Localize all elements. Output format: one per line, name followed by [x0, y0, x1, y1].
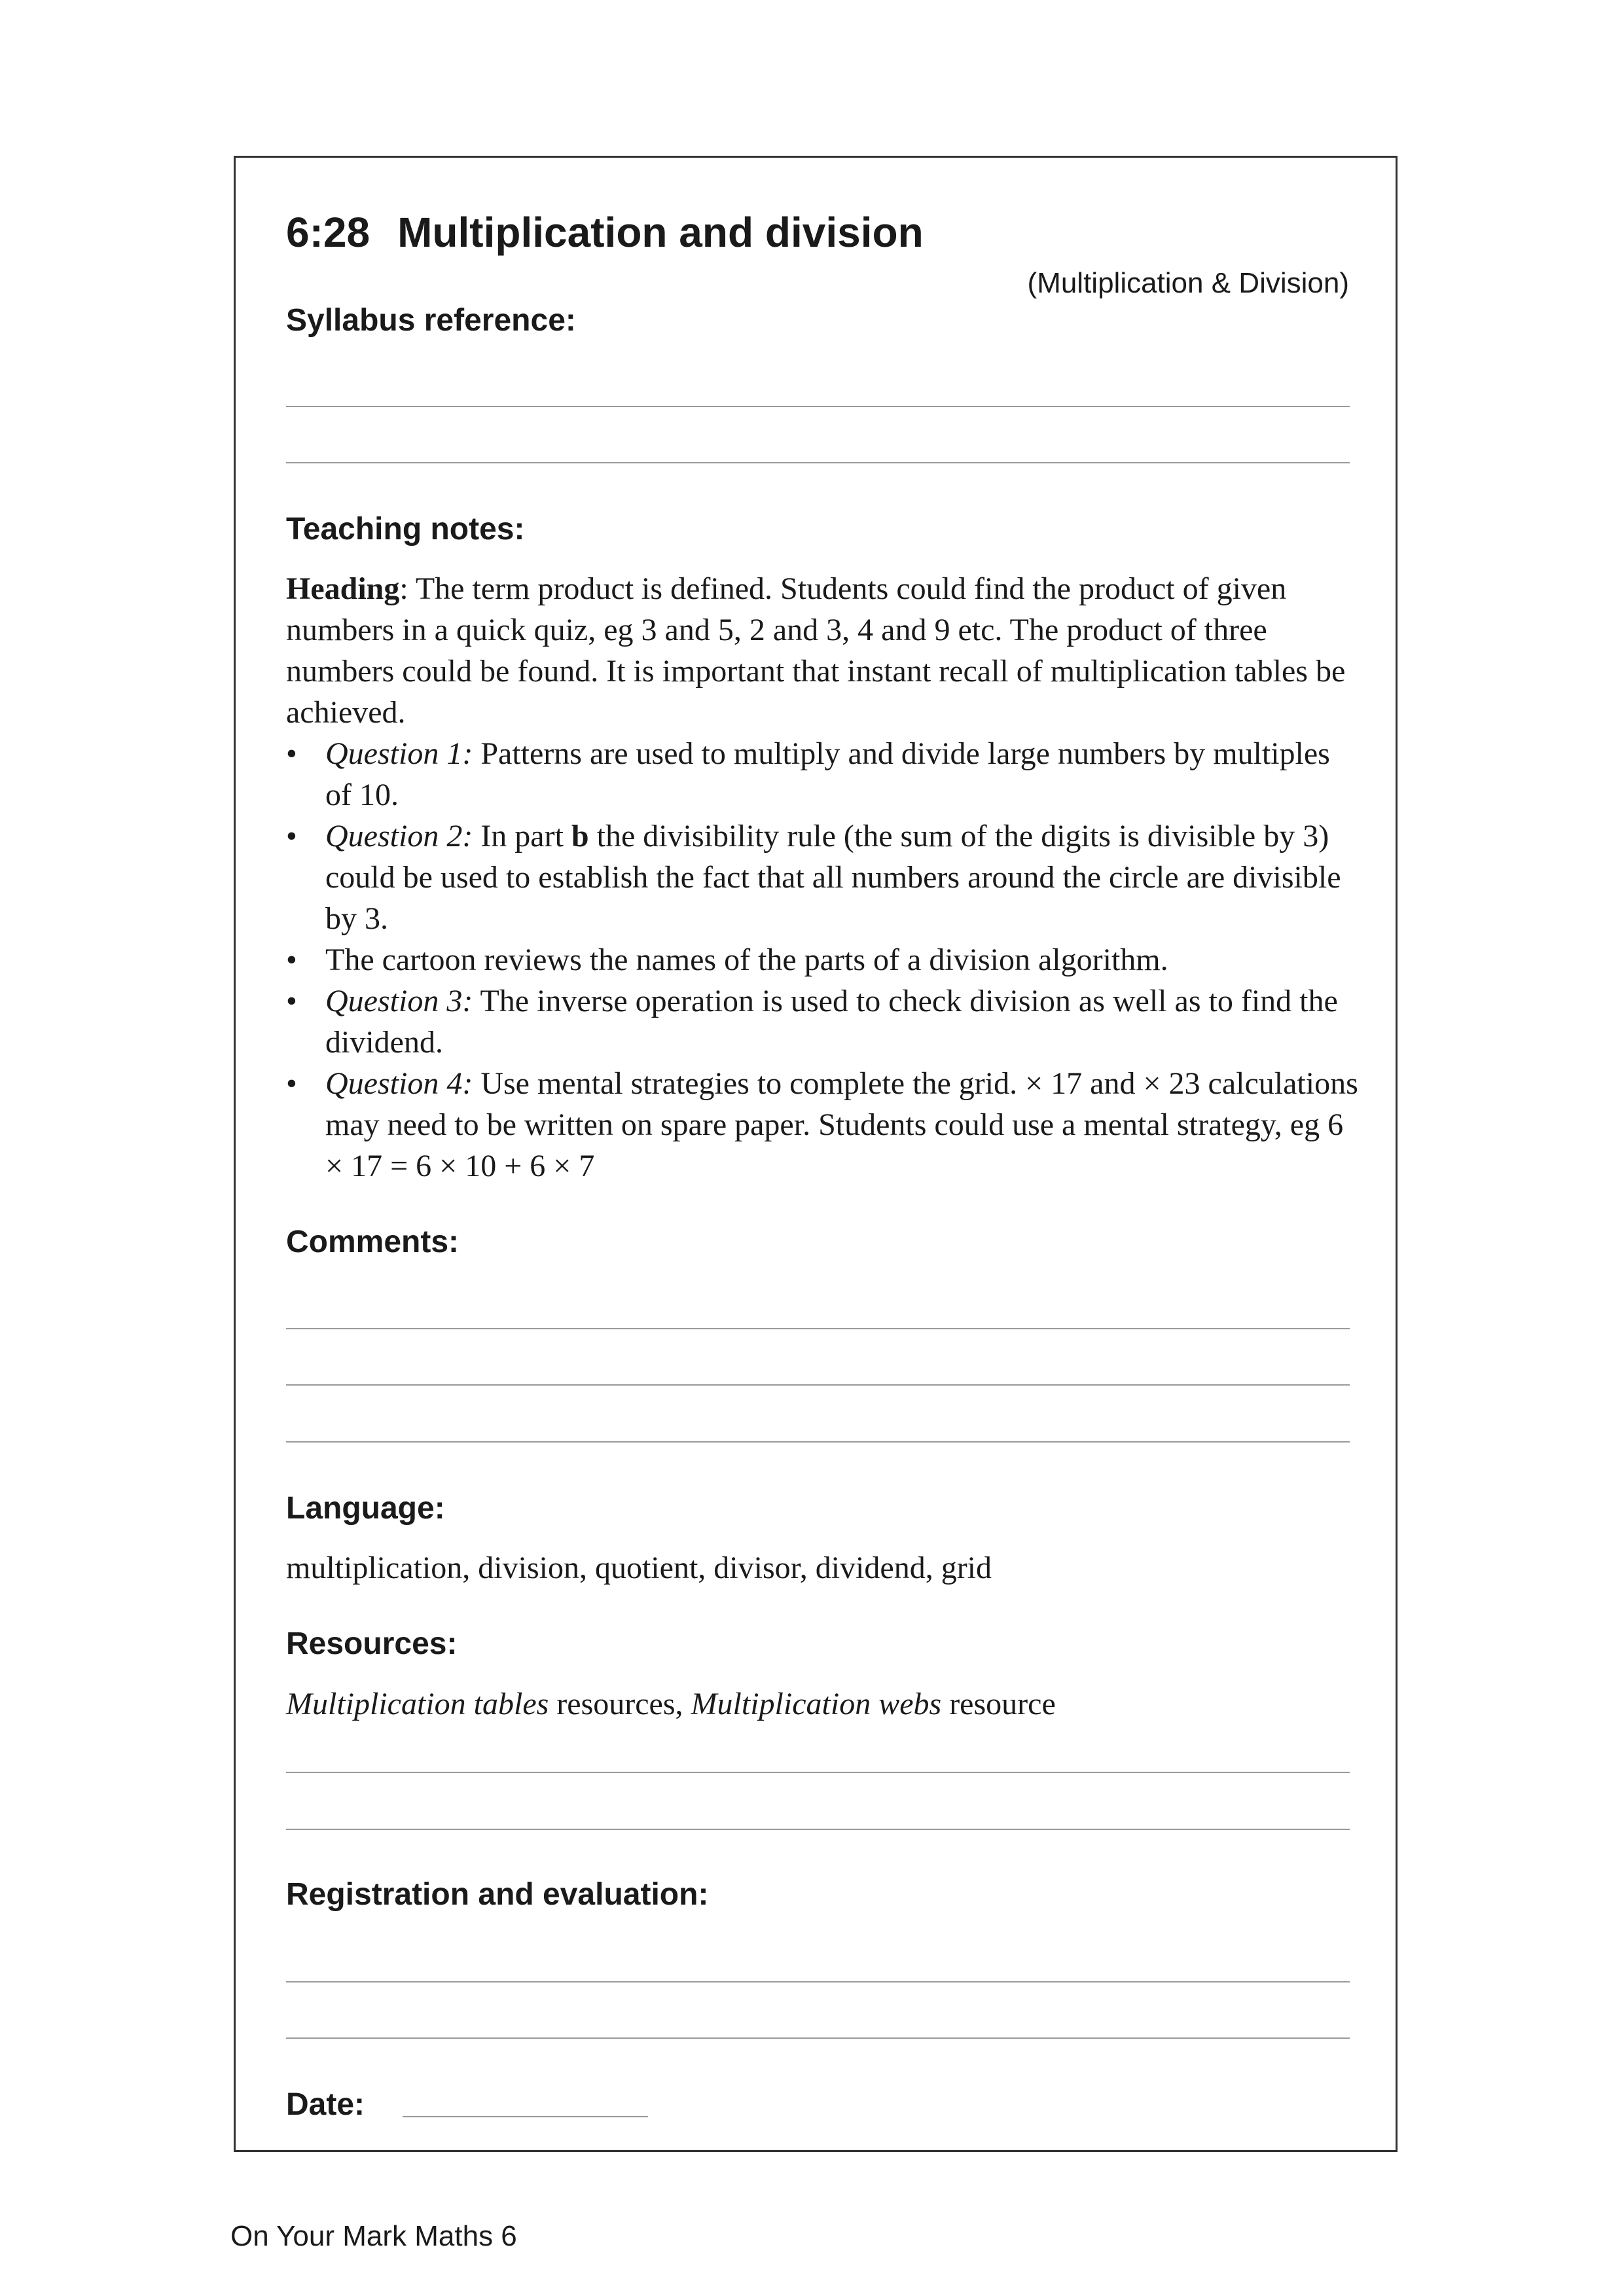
footer-book-title: On Your Mark Maths 6 [230, 2220, 517, 2252]
teaching-notes-heading: Teaching notes: [286, 512, 525, 547]
teaching-notes-list [286, 733, 1360, 1187]
syllabus-heading: Syllabus reference: [286, 303, 576, 338]
comments-line-2[interactable] [286, 1384, 1350, 1386]
list-item [286, 939, 1360, 980]
bullet-text: The inverse operation is used to check division as well as to find the dividend. [325, 984, 1338, 1060]
intro-text: : The term product is defined. Students could find the product of given numbers in a quick quiz, eg 3 and 5, 2 and 3, 4 and 9 etc. The product of three numbers could be found. It is important that instant recall of multiplication tables be achieved. [286, 571, 1346, 730]
question-label: Question 4: [325, 1066, 473, 1101]
resource-text: resource [941, 1687, 1056, 1721]
date-field[interactable] [403, 2116, 648, 2117]
list-item [286, 980, 1360, 1063]
comments-heading: Comments: [286, 1225, 460, 1259]
list-item [286, 733, 1360, 816]
resource-text: resources, [549, 1687, 691, 1721]
list-item [286, 816, 1360, 939]
topic-subtitle: (Multiplication & Division) [1027, 267, 1349, 299]
resource-title: Multiplication tables [286, 1687, 549, 1721]
comments-line-1[interactable] [286, 1328, 1350, 1329]
registration-line-1[interactable] [286, 1981, 1350, 1982]
section-title: Multiplication and division [397, 209, 924, 256]
language-text: multiplication, division, quotient, divisor, dividend, grid [286, 1551, 992, 1585]
resources-line-1[interactable] [286, 1772, 1350, 1773]
section-number: 6:28 [286, 209, 370, 256]
bullet-text: Use mental strategies to complete the grid. × 17 and × 23 calculations may need to be written on spare paper. Students could use a mental strategy, eg 6 × 17 = 6 × 10 + 6 × 7 [325, 1066, 1358, 1183]
bullet-text: the divisibility rule (the sum of the digits is divisible by 3) could be used to establish the fact that all numbers around the circle are divisible by 3. [325, 819, 1341, 936]
resources-heading: Resources: [286, 1626, 458, 1661]
question-label: Question 3: [325, 984, 473, 1018]
intro-bold-term: Heading [286, 571, 400, 606]
resource-title: Multiplication webs [691, 1687, 942, 1721]
resources-line-2[interactable] [286, 1829, 1350, 1830]
comments-line-3[interactable] [286, 1441, 1350, 1443]
syllabus-line-2[interactable] [286, 462, 1350, 463]
bullet-text: Patterns are used to multiply and divide large numbers by multiples of 10. [325, 736, 1330, 812]
list-item [286, 1063, 1360, 1187]
page-title [286, 208, 924, 257]
registration-line-2[interactable] [286, 2037, 1350, 2039]
registration-heading: Registration and evaluation: [286, 1877, 709, 1912]
bullet-text: The cartoon reviews the names of the parts of a division algorithm. [325, 942, 1168, 977]
question-label: Question 2: [325, 819, 473, 853]
question-label: Question 1: [325, 736, 473, 771]
resources-text [286, 1683, 1360, 1725]
teaching-notes-intro [286, 568, 1360, 733]
part-label: b [571, 819, 589, 853]
language-heading: Language: [286, 1491, 445, 1526]
teaching-notes-body [286, 568, 1360, 1187]
syllabus-line-1[interactable] [286, 406, 1350, 407]
date-label: Date: [286, 2087, 365, 2122]
bullet-text: In part [473, 819, 571, 853]
